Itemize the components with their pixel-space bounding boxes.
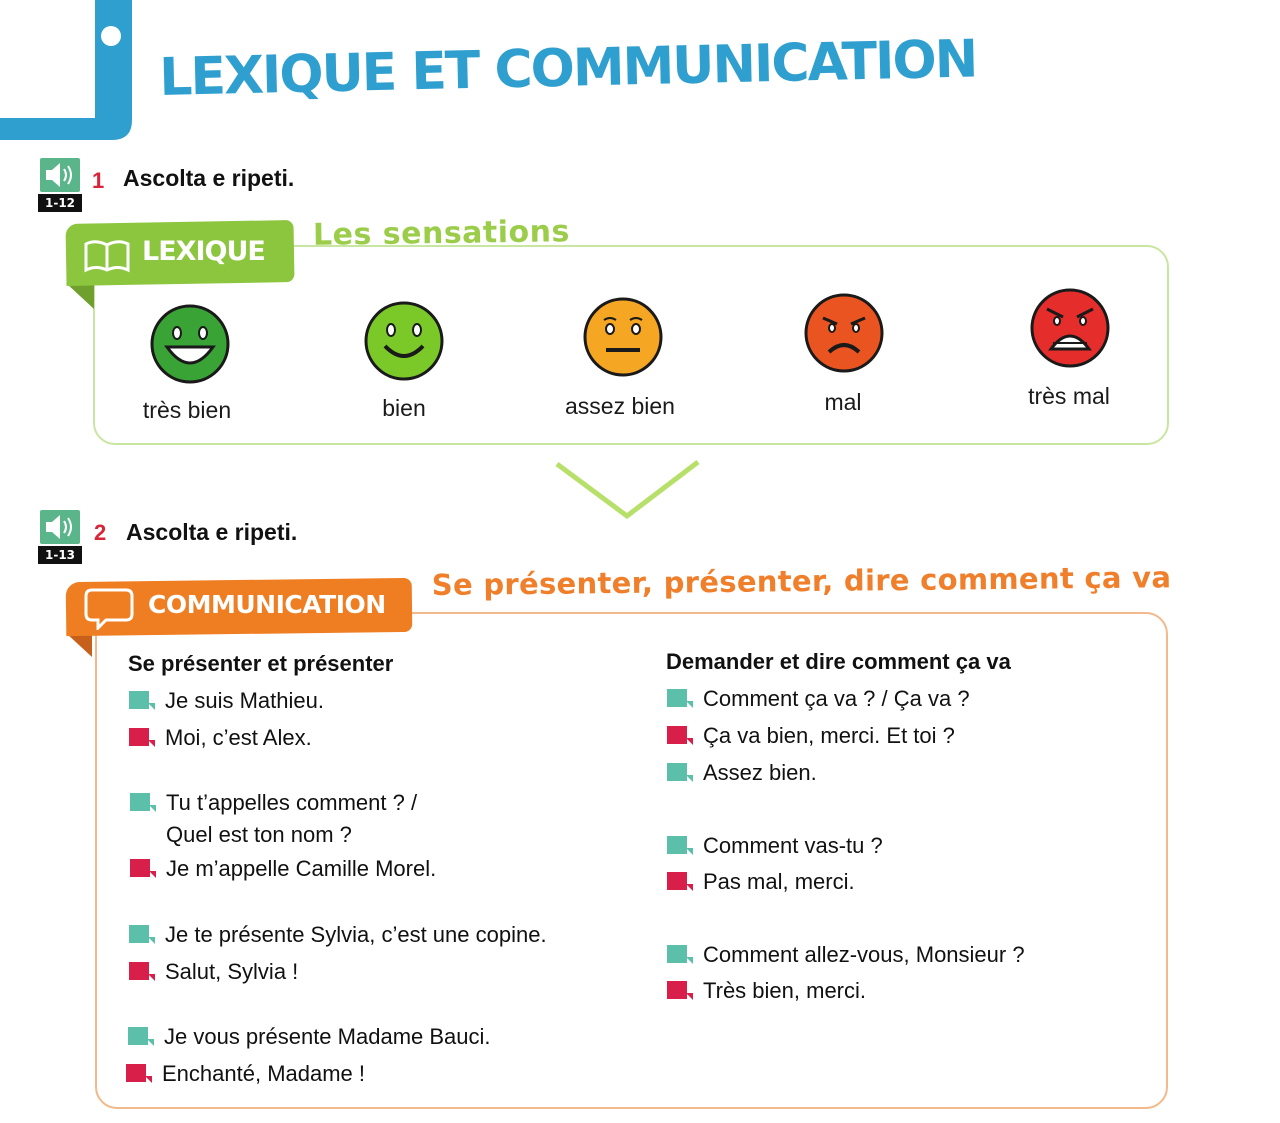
communication-tab-fold bbox=[66, 633, 92, 657]
dialogue-line: Je suis Mathieu. bbox=[165, 688, 324, 714]
book-icon bbox=[82, 236, 132, 274]
communication-tab-label: COMMUNICATION bbox=[148, 590, 386, 619]
speaker-a-marker bbox=[667, 836, 687, 854]
dialogue-line: Comment allez-vous, Monsieur ? bbox=[703, 942, 1025, 968]
exercise-number: 2 bbox=[94, 520, 107, 545]
face-label: très bien bbox=[142, 397, 232, 423]
smiling-face-icon bbox=[363, 300, 445, 382]
lexique-tab-fold bbox=[66, 283, 94, 309]
neutral-face-icon bbox=[582, 296, 664, 378]
frowning-face-icon bbox=[803, 292, 885, 374]
face-label: très mal bbox=[1028, 383, 1110, 409]
speaker-b-marker bbox=[667, 726, 687, 744]
angry-face-icon bbox=[1029, 287, 1111, 369]
dialogue-line: Comment vas-tu ? bbox=[703, 833, 883, 859]
speaker-b-marker bbox=[129, 962, 149, 980]
dialogue-line: Comment ça va ? / Ça va ? bbox=[703, 686, 970, 712]
header-tab-decoration bbox=[0, 0, 135, 145]
track-number: 1-12 bbox=[38, 194, 82, 212]
speaker-a-marker bbox=[128, 1027, 148, 1045]
speaker-b-marker bbox=[667, 981, 687, 999]
track-number: 1-13 bbox=[38, 546, 82, 564]
speaker-a-marker bbox=[667, 763, 687, 781]
dialogue-line: Je vous présente Madame Bauci. bbox=[164, 1024, 491, 1050]
lexique-tab-label: LEXIQUE bbox=[142, 236, 265, 267]
face-label: bien bbox=[382, 395, 426, 421]
grinning-face-icon bbox=[149, 303, 231, 385]
speaker-a-marker bbox=[129, 925, 149, 943]
dialogue-line: Tu t’appelles comment ? / Quel est ton nom ? bbox=[166, 790, 417, 848]
speaker-a-marker bbox=[130, 793, 150, 811]
speaker-b-marker bbox=[129, 728, 149, 746]
speech-bubble-icon bbox=[84, 586, 140, 630]
speaker-b-marker bbox=[667, 872, 687, 890]
dialogue-line: Très bien, merci. bbox=[703, 978, 866, 1004]
exercise-instruction: Ascolta e ripeti. bbox=[126, 519, 298, 545]
exercise-instruction: Ascolta e ripeti. bbox=[123, 165, 295, 191]
speaker-a-marker bbox=[129, 691, 149, 709]
speaker-icon bbox=[40, 510, 80, 544]
lexique-subtitle: Les sensations bbox=[312, 214, 571, 253]
speaker-a-marker bbox=[667, 689, 687, 707]
dialogue-line: Salut, Sylvia ! bbox=[165, 959, 298, 985]
right-column-title: Demander et dire comment ça va bbox=[666, 649, 1011, 674]
dialogue-line: Je te présente Sylvia, c’est une copine. bbox=[165, 922, 547, 948]
chevron-down-icon bbox=[555, 458, 700, 522]
dialogue-line: Enchanté, Madame ! bbox=[162, 1061, 365, 1087]
exercise-number: 1 bbox=[92, 168, 105, 193]
dialogue-line: Moi, c’est Alex. bbox=[165, 725, 312, 751]
speaker-icon bbox=[40, 158, 80, 192]
dialogue-line: Je m’appelle Camille Morel. bbox=[166, 856, 436, 882]
face-label: assez bien bbox=[565, 393, 675, 419]
face-label: mal bbox=[824, 389, 862, 415]
communication-subtitle: Se présenter, présenter, dire comment ça va bbox=[431, 560, 1172, 602]
page-title: LEXIQUE ET COMMUNICATION bbox=[158, 29, 977, 109]
dialogue-line: Ça va bien, merci. Et toi ? bbox=[703, 723, 955, 749]
left-column-title: Se présenter et présenter bbox=[128, 651, 394, 676]
speaker-b-marker bbox=[126, 1064, 146, 1082]
dialogue-line: Pas mal, merci. bbox=[703, 869, 855, 895]
speaker-a-marker bbox=[667, 945, 687, 963]
audio-track-2[interactable] bbox=[38, 510, 84, 566]
audio-track-1[interactable] bbox=[38, 158, 84, 214]
speaker-b-marker bbox=[130, 859, 150, 877]
dialogue-line: Assez bien. bbox=[703, 760, 817, 786]
